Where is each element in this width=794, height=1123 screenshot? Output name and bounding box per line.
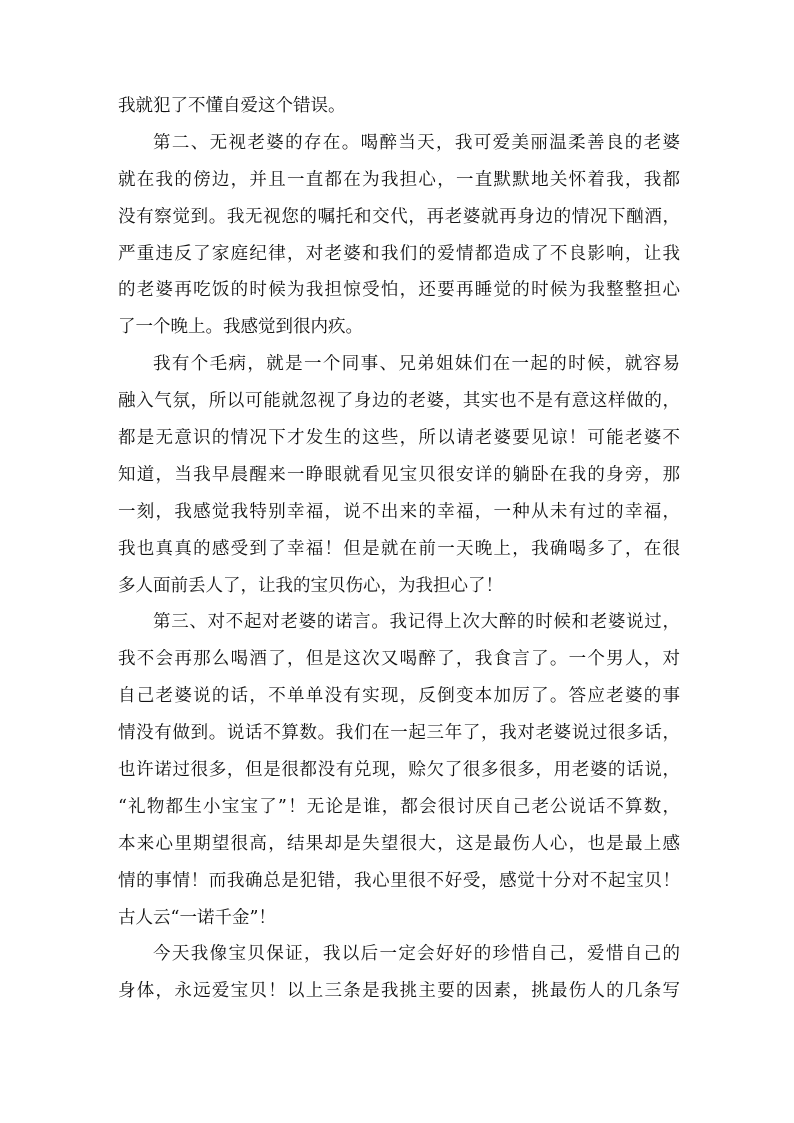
text-line: 了一个晚上。我感觉到很内疚。 (118, 317, 363, 338)
text-line: 我就犯了不懂自爱这个错误。 (118, 96, 346, 116)
text-line: “礼物都生小宝宝了”！无论是谁，都会很讨厌自己老公说话不算数， (118, 796, 680, 817)
text-line: 融入气氛，所以可能就忽视了身边的老婆，其实也不是有意这样做的， (118, 391, 680, 412)
text-line: 我也真真的感受到了幸福！但是就在前一天晚上，我确喝多了，在很 (118, 538, 680, 559)
text-line: 就在我的傍边，并且一直都在为我担心，一直默默地关怀着我，我都 (118, 169, 680, 190)
text-line: 情没有做到。说话不算数。我们在一起三年了，我对老婆说过很多话， (118, 723, 680, 744)
text-line: 我不会再那么喝酒了，但是这次又喝醉了，我食言了。一个男人，对 (118, 649, 680, 670)
text-line: 知道，当我早晨醒来一睁眼就看见宝贝很安详的躺卧在我的身旁，那 (118, 464, 680, 485)
text-line: 第三、对不起对老婆的诺言。我记得上次大醉的时候和老婆说过， (153, 612, 680, 633)
text-line: 今天我像宝贝保证，我以后一定会好好的珍惜自己，爱惜自己的 (153, 944, 680, 965)
text-line: 也许诺过很多，但是很都没有兑现，赊欠了很多很多，用老婆的话说， (118, 760, 680, 781)
text-line: 我有个毛病，就是一个同事、兄弟姐妹们在一起的时候，就容易 (153, 354, 680, 375)
text-line: 多人面前丢人了，让我的宝贝伤心，为我担心了！ (118, 575, 503, 596)
text-line: 都是无意识的情况下才发生的这些，所以请老婆要见谅！可能老婆不 (118, 428, 680, 449)
text-line: 自己老婆说的话，不单单没有实现，反倒变本加厉了。答应老婆的事 (118, 686, 680, 707)
text-line: 第二、无视老婆的存在。喝醉当天，我可爱美丽温柔善良的老婆 (153, 132, 680, 153)
text-line: 的老婆再吃饭的时候为我担惊受怕，还要再睡觉的时候为我整整担心 (118, 280, 680, 301)
text-line: 古人云“一诺千金”！ (118, 907, 276, 928)
text-line: 一刻，我感觉我特别幸福，说不出来的幸福，一种从未有过的幸福， (118, 501, 680, 522)
text-line: 严重违反了家庭纪律，对老婆和我们的爱情都造成了不良影响，让我 (118, 243, 680, 264)
text-line: 本来心里期望很高，结果却是失望很大，这是最伤人心，也是最上感 (118, 833, 680, 854)
document-body (118, 88, 680, 1010)
text-line: 没有察觉到。我无视您的嘱托和交代，再老婆就再身边的情况下酗酒， (118, 206, 680, 227)
text-line: 身体，永远爱宝贝！以上三条是我挑主要的因素，挑最伤人的几条写 (118, 981, 680, 1002)
text-line: 情的事情！而我确总是犯错，我心里很不好受，感觉十分对不起宝贝！ (118, 870, 680, 891)
